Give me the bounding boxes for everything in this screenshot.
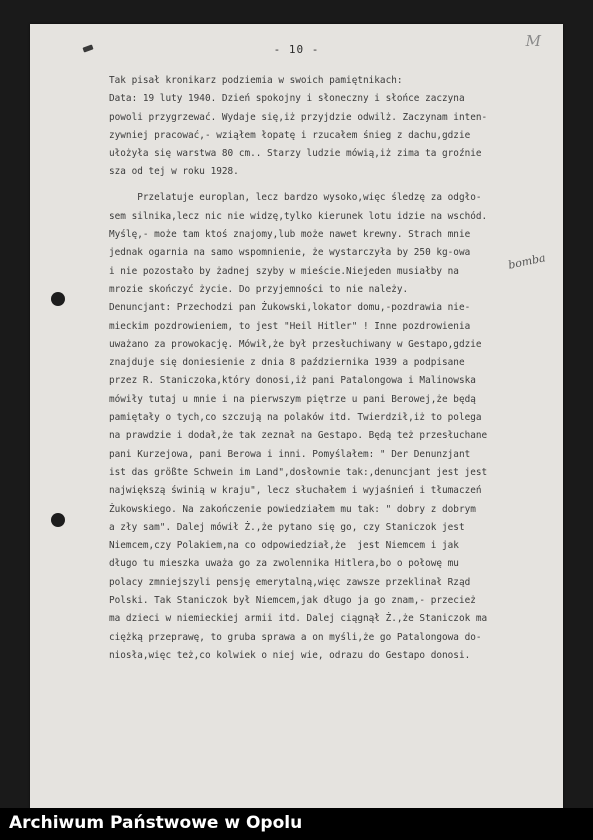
typed-text-body bbox=[109, 72, 554, 665]
text-line: Żukowskiego. Na zakończenie powiedziałem mu tak: " dobry z dobrym bbox=[109, 503, 476, 515]
text-line: Myślę,- może tam ktoś znajomy,lub może nawet krewny. Strach mnie bbox=[109, 229, 471, 241]
archive-name: Archiwum Państwowe w Opolu bbox=[9, 813, 303, 833]
text-line: Denuncjant: Przechodzi pan Żukowski,lokator domu,-pozdrawia nie- bbox=[109, 302, 471, 314]
text-line: mówiły tutaj u mnie i na pierwszym piętrze u pani Berowej,że będą bbox=[109, 393, 476, 405]
document-page bbox=[30, 24, 563, 808]
text-line: Tak pisał kronikarz podziemia w swoich pamiętnikach: bbox=[109, 75, 403, 86]
text-line: niosła,więc też,co kolwiek o niej wie, odrazu do Gestapo donosi. bbox=[109, 649, 471, 661]
text-line: Data: 19 luty 1940. Dzień spokojny i słoneczny i słońce zaczyna bbox=[109, 93, 465, 105]
page-number: - 10 - bbox=[273, 43, 320, 56]
text-line: przez R. Staniczoka,który donosi,iż pani Patalongowa i Malinowska bbox=[109, 375, 476, 387]
text-line: długo tu mieszka uważa go za zwolennika Hitlera,bo o połowę mu bbox=[109, 558, 459, 570]
text-line: na prawdzie i dodał,że tak zeznał na Gestapo. Będą też przesłuchane bbox=[109, 430, 488, 442]
text-line: Niemcem,czy Polakiem,na co odpowiedział,że jest Niemcem i jak bbox=[109, 540, 459, 552]
text-line: jednak ogarnia na samo wspomnienie, że wystarczyła by 250 kg-owa bbox=[109, 247, 471, 259]
text-line: sem silnika,lecz nic nie widzę,tylko kierunek lotu idzie na wschód. bbox=[109, 210, 488, 222]
punch-hole bbox=[51, 513, 65, 527]
text-line: ist das größte Schwein im Land",dosłownie tak:,denuncjant jest jest bbox=[109, 466, 488, 478]
archive-footer bbox=[0, 808, 593, 840]
text-line: Przelatuje europlan, lecz bardzo wysoko,więc śledzę za odgło- bbox=[109, 192, 482, 204]
text-line: ciężką przeprawę, to gruba sprawa a on myśli,że go Patalongowa do- bbox=[109, 631, 482, 643]
text-line: ułożyła się warstwa 80 cm.. Starzy ludzie mówią,iż zima ta groźnie bbox=[109, 148, 482, 160]
text-line: i nie pozostało by żadnej szyby w mieście.Niejeden musiałby na bbox=[109, 265, 459, 277]
text-line: ma dzieci w niemieckiej armii itd. Dalej ciągnął Ż.,że Staniczok ma bbox=[109, 613, 488, 625]
text-line: zywniej pracować,- wziąłem łopatę i rzucałem śnieg z dachu,gdzie bbox=[109, 129, 471, 141]
margin-note: bomba bbox=[507, 251, 547, 272]
handwritten-corner-mark: M bbox=[525, 32, 541, 50]
text-line: znajduje się doniesienie z dnia 8 października 1939 a podpisane bbox=[109, 357, 465, 369]
text-line: a zły sam". Dalej mówił Ż.,że pytano się go, czy Staniczok jest bbox=[109, 521, 465, 533]
text-line: powoli przygrzewać. Wydaje się,iż przyjdzie odwilż. Zaczynam inten- bbox=[109, 111, 488, 123]
text-line: Polski. Tak Staniczok był Niemcem,jak długo ja go znam,- przecież bbox=[109, 595, 476, 607]
punch-hole bbox=[51, 292, 65, 306]
text-line: polacy zmniejszyli pensję emerytalną,więc zawsze przeklinał Rząd bbox=[109, 576, 471, 588]
text-line: największą świnią w kraju", lecz słuchałem i wyjaśnień i tłumaczeń bbox=[109, 485, 482, 497]
text-line: uważano za prowokację. Mówił,że był przesłuchiwany w Gestapo,gdzie bbox=[109, 338, 482, 350]
text-line: sza od tej w roku 1928. bbox=[109, 166, 239, 178]
text-line: pamiętały o tych,co szczują na polaków itd. Twierdził,iż to polega bbox=[109, 412, 482, 424]
text-line: mrozie skończyć życie. Do przyjemności to nie należy. bbox=[109, 283, 409, 295]
text-line: pani Kurzejowa, pani Berowa i inni. Pomyślałem: " Der Denunzjant bbox=[109, 448, 471, 460]
text-line: mieckim pozdrowieniem, to jest "Heil Hitler" ! Inne pozdrowienia bbox=[109, 320, 471, 332]
